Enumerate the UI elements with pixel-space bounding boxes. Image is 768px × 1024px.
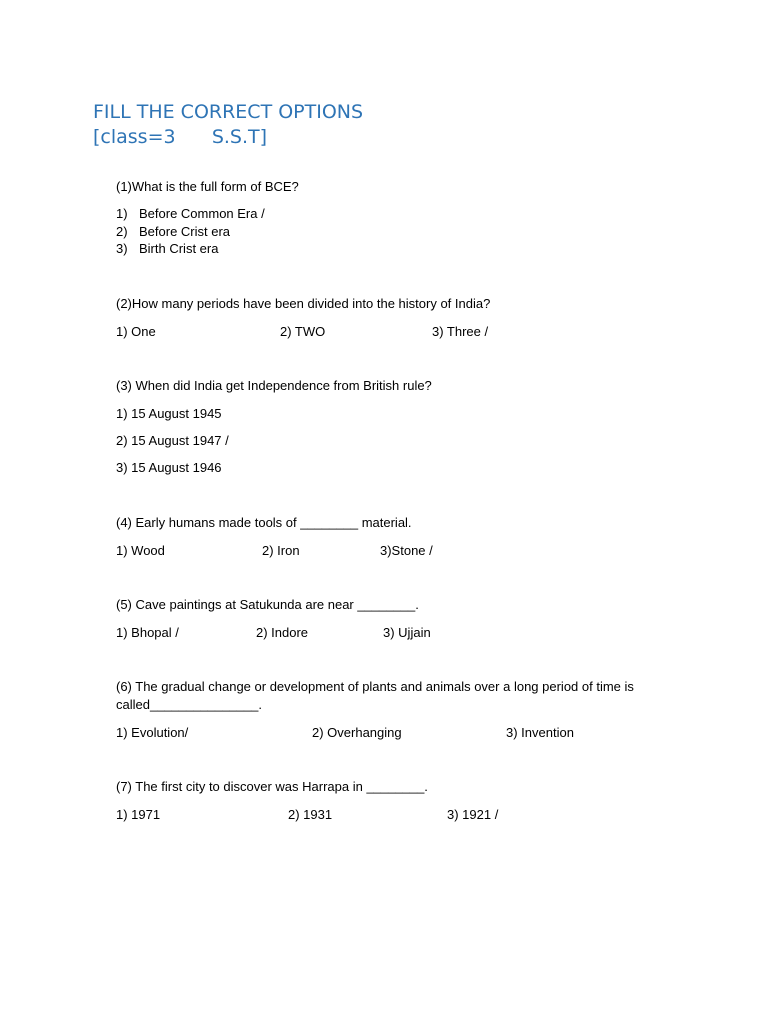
- q7-option-3: 3) 1921 /: [447, 807, 499, 822]
- q7-option-2: 2) 1931: [288, 807, 333, 822]
- question-2: (2)How many periods have been divided into the history of India?: [116, 296, 491, 311]
- q5-option-1: 1) Bhopal /: [116, 625, 179, 640]
- page-subtitle: [class=3 S.S.T]: [93, 126, 268, 148]
- q6-option-1: 1) Evolution/: [116, 725, 189, 740]
- q5-option-2: 2) Indore: [256, 625, 309, 640]
- question-5: (5) Cave paintings at Satukunda are near ________.: [116, 597, 419, 612]
- q1-option-1-number: 1): [116, 206, 128, 221]
- q4-option-3: 3)Stone /: [380, 543, 433, 558]
- q6-option-2: 2) Overhanging: [312, 725, 402, 740]
- q1-option-3-number: 3): [116, 241, 128, 256]
- q4-option-2: 2) Iron: [262, 543, 300, 558]
- q2-option-1: 1) One: [116, 324, 156, 339]
- q2-option-3: 3) Three /: [432, 324, 489, 339]
- page-title: FILL THE CORRECT OPTIONS: [93, 101, 364, 123]
- q7-option-1: 1) 1971: [116, 807, 161, 822]
- q1-option-2-number: 2): [116, 224, 128, 239]
- question-1: (1)What is the full form of BCE?: [116, 179, 299, 194]
- q1-option-2: Before Crist era: [139, 224, 231, 239]
- q3-option-2: 2) 15 August 1947 /: [116, 433, 229, 448]
- q3-option-1: 1) 15 August 1945: [116, 406, 222, 421]
- q4-option-1: 1) Wood: [116, 543, 165, 558]
- question-3: (3) When did India get Independence from British rule?: [116, 378, 432, 393]
- q5-option-3: 3) Ujjain: [383, 625, 431, 640]
- question-4: (4) Early humans made tools of ________ material.: [116, 515, 412, 530]
- q2-option-2: 2) TWO: [280, 324, 326, 339]
- q1-option-1: Before Common Era /: [139, 206, 265, 221]
- q3-option-3: 3) 15 August 1946: [116, 460, 222, 475]
- q6-option-3: 3) Invention: [506, 725, 574, 740]
- question-7: (7) The first city to discover was Harrapa in ________.: [116, 779, 428, 794]
- question-6: (6) The gradual change or development of plants and animals over a long period of time is called_______________.: [116, 679, 634, 712]
- q1-option-3: Birth Crist era: [139, 241, 219, 256]
